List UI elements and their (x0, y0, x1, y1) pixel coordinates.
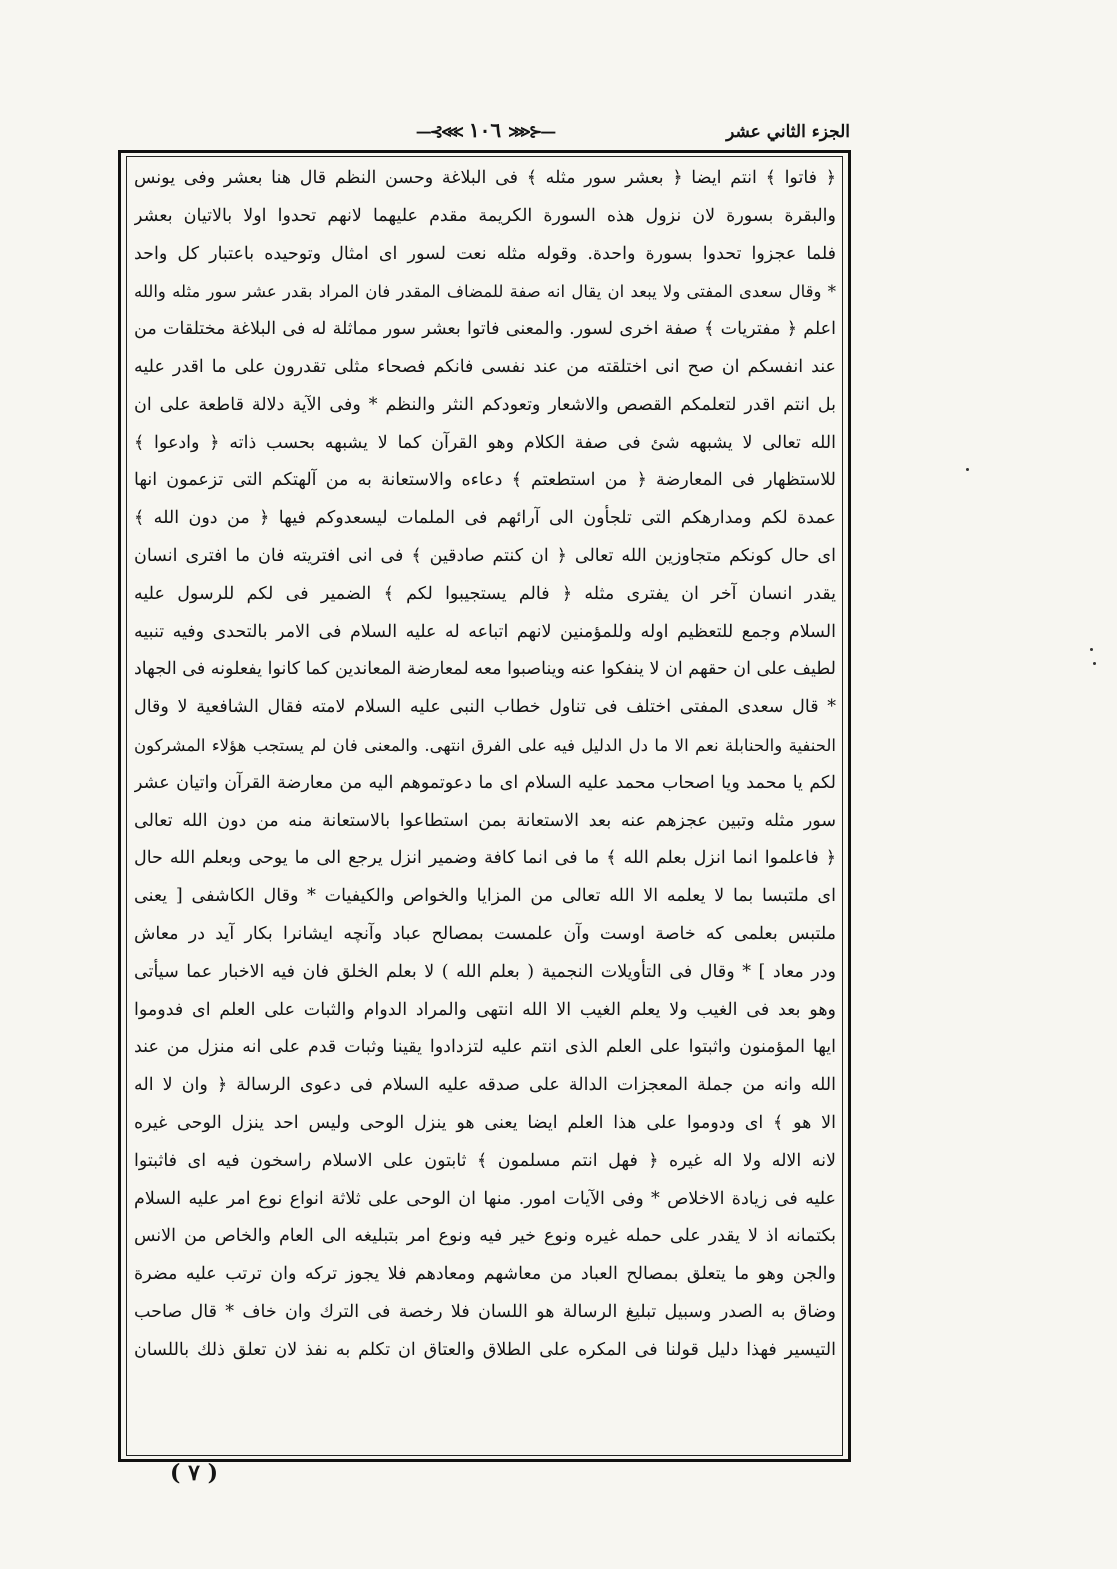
text-line: اى حال كونكم متجاوزين الله تعالى ﴿ ان كنتم صادقين ﴾ فى انى افتريته فان ما افترى انسان (134, 545, 836, 566)
text-line: ايها المؤمنون واثبتوا على العلم الذى انتم عليه لتزدادوا يقينا وثبات قدم على انه منزل من عند (134, 1037, 836, 1058)
text-line: ودر معاد ] * وقال فى التأويلات النجمية ( بعلم الله ) لا بعلم الخلق فان فيه الاخبار عما سيأتى (134, 961, 836, 982)
text-line: لطيف على ان حقهم ان لا ينفكوا عنه ويناصبوا معه لمعارضة المعاندين كما كانوا يفعلونه فى الجهاد (134, 659, 836, 680)
text-line: والجن وهو ما يتعلق بمصالح العباد من معاشهم ومعادهم فلا يجوز تركه وان ترتب عليه مضرة (134, 1264, 836, 1285)
text-line: لانه الاله ولا اله غيره ﴿ فهل انتم مسلمون ﴾ ثابتون على الاسلام راسخون فيه اى فاثبتوا (134, 1150, 836, 1171)
page-number-block (120, 118, 850, 142)
text-line: لكم يا محمد ويا اصحاب محمد عليه السلام اى ما دعوتموهم اليه من معارضة القرآن واتيان عشر (134, 772, 836, 793)
scan-speck (1090, 648, 1093, 651)
text-line: عليه فى زيادة الاخلاص * وفى الآيات امور. منها ان الوحى على ثلاثة انواع نوع امر عليه السلام (134, 1188, 836, 1209)
text-line: ﴿ فاعلموا انما انزل بعلم الله ﴾ ما فى انما كافة وضمير انزل يرجع الى ما يوحى وبعلم الله حال (134, 848, 836, 869)
text-line: عند انفسكم ان صح انى اختلقته من عند نفسى فانكم فصحاء مثلى تقدرون على ما اقدر عليه (134, 356, 836, 377)
text-line: الا هو ﴾ اى ودوموا على هذا العلم ايضا يعنى هو ينزل الوحى وليس احد ينزل الوحى غيره (134, 1112, 836, 1133)
text-line: بكتمانه اذ لا يقدر على حمله غيره ونوع خير فيه ونوع امر بتبليغه الى العام والخاص من الانس (134, 1226, 836, 1247)
text-line: يقدر انسان آخر ان يفترى مثله ﴿ فالم يستجيبوا لكم ﴾ الضمير فى لكم للرسول عليه (134, 583, 836, 604)
text-line: اعلم ﴿ مفتريات ﴾ صفة اخرى لسور. والمعنى فاتوا بعشر سور مماثلة له فى البلاغة مختلقات من (134, 319, 836, 340)
ornament-left-icon: —⊰⋘ (415, 122, 462, 141)
signature-mark: ( ٧ ) (170, 1460, 218, 1486)
text-line: بل انتم اقدر لتعلمكم القصص والاشعار وتعودكم النثر والنظم * وفى الآية دلالة قاطعة على ان (134, 394, 836, 415)
text-line: والبقرة بسورة لان نزول هذه السورة الكريمة مقدم عليهما لانهم تحدوا اولا بالاتيان بعشر (134, 205, 836, 226)
text-line: وضاق به الصدر وسبيل تبليغ الرسالة هو اللسان فلا رخصة فى الترك وان خاف * قال صاحب (134, 1301, 836, 1322)
page-number: ١٠٦ (468, 118, 502, 142)
text-line: * وقال سعدى المفتى ولا يبعد ان يقال انه صفة للمضاف المقدر فان المراد بقدر عشر سور مثله والله (134, 282, 836, 302)
body-text (134, 160, 836, 1456)
scan-speck (1093, 662, 1096, 665)
text-line: التيسير فهذا دليل قولنا فى المكره على الطلاق والعتاق ان تكلم به نفذ لان تعلق ذلك باللسان (134, 1339, 836, 1360)
text-line: الله وانه من جملة المعجزات الدالة على صدقه عليه السلام فى دعوى الرسالة ﴿ وان لا اله (134, 1075, 836, 1096)
text-line: فلما عجزوا تحدوا بسورة واحدة. وقوله مثله نعت لسور اى امثال وتوحيده باعتبار كل واحد (134, 243, 836, 264)
page-header (120, 118, 850, 152)
text-line: اى ملتبسا بما لا يعلمه الا الله تعالى من المزايا والخواص والكيفيات * وقال الكاشفى [ يعنى (134, 886, 836, 907)
text-line: السلام وجمع للتعظيم اوله وللمؤمنين لانهم اتباعه له عليه السلام فى الامر بالتحدى وفيه تنبيه (134, 621, 836, 642)
part-title: الجزء الثاني عشر (726, 122, 850, 142)
scan-speck (966, 468, 969, 471)
ornament-right-icon: ⋙⊱— (508, 122, 555, 141)
text-line: للاستظهار فى المعارضة ﴿ من استطعتم ﴾ دعاءه والاستعانة به من آلهتكم التى تزعمون انها (134, 470, 836, 491)
text-line: عمدة لكم ومدارهكم التى تلجأون الى آرائهم فى الملمات ليسعدوكم فيها ﴿ من دون الله ﴾ (134, 508, 836, 529)
text-line: الله تعالى لا يشبهه شئ فى صفة الكلام وهو القرآن كما لا يشبهه بحسب ذاته ﴿ وادعوا ﴾ (134, 432, 836, 453)
text-line: * قال سعدى المفتى اختلف فى تناول خطاب النبى عليه السلام لامته فقال الشافعية لا وقال (134, 697, 836, 718)
text-line: الحنفية والحنابلة نعم الا ما دل الدليل فيه على الفرق انتهى. والمعنى فان لم يستجب هؤلاء المشركون (134, 735, 836, 755)
text-line: سور مثله وتبين عجزهم عنه بعد الاستعانة بمن استطاعوا بالاستعانة منه من دون الله تعالى (134, 810, 836, 831)
text-line: ملتبس بعلمى كه خاصة اوست وآن علمست بمصالح عباد وآنچه ايشانرا بكار آيد در معاش (134, 923, 836, 944)
text-line: ﴿ فاتوا ﴾ انتم ايضا ﴿ بعشر سور مثله ﴾ فى البلاغة وحسن النظم قال هنا بعشر وفى يونس (134, 168, 836, 188)
text-line: وهو بعد فى الغيب ولا يعلم الغيب الا الله انتهى والمراد الدوام والثبات على العلم اى فدوموا (134, 999, 836, 1020)
